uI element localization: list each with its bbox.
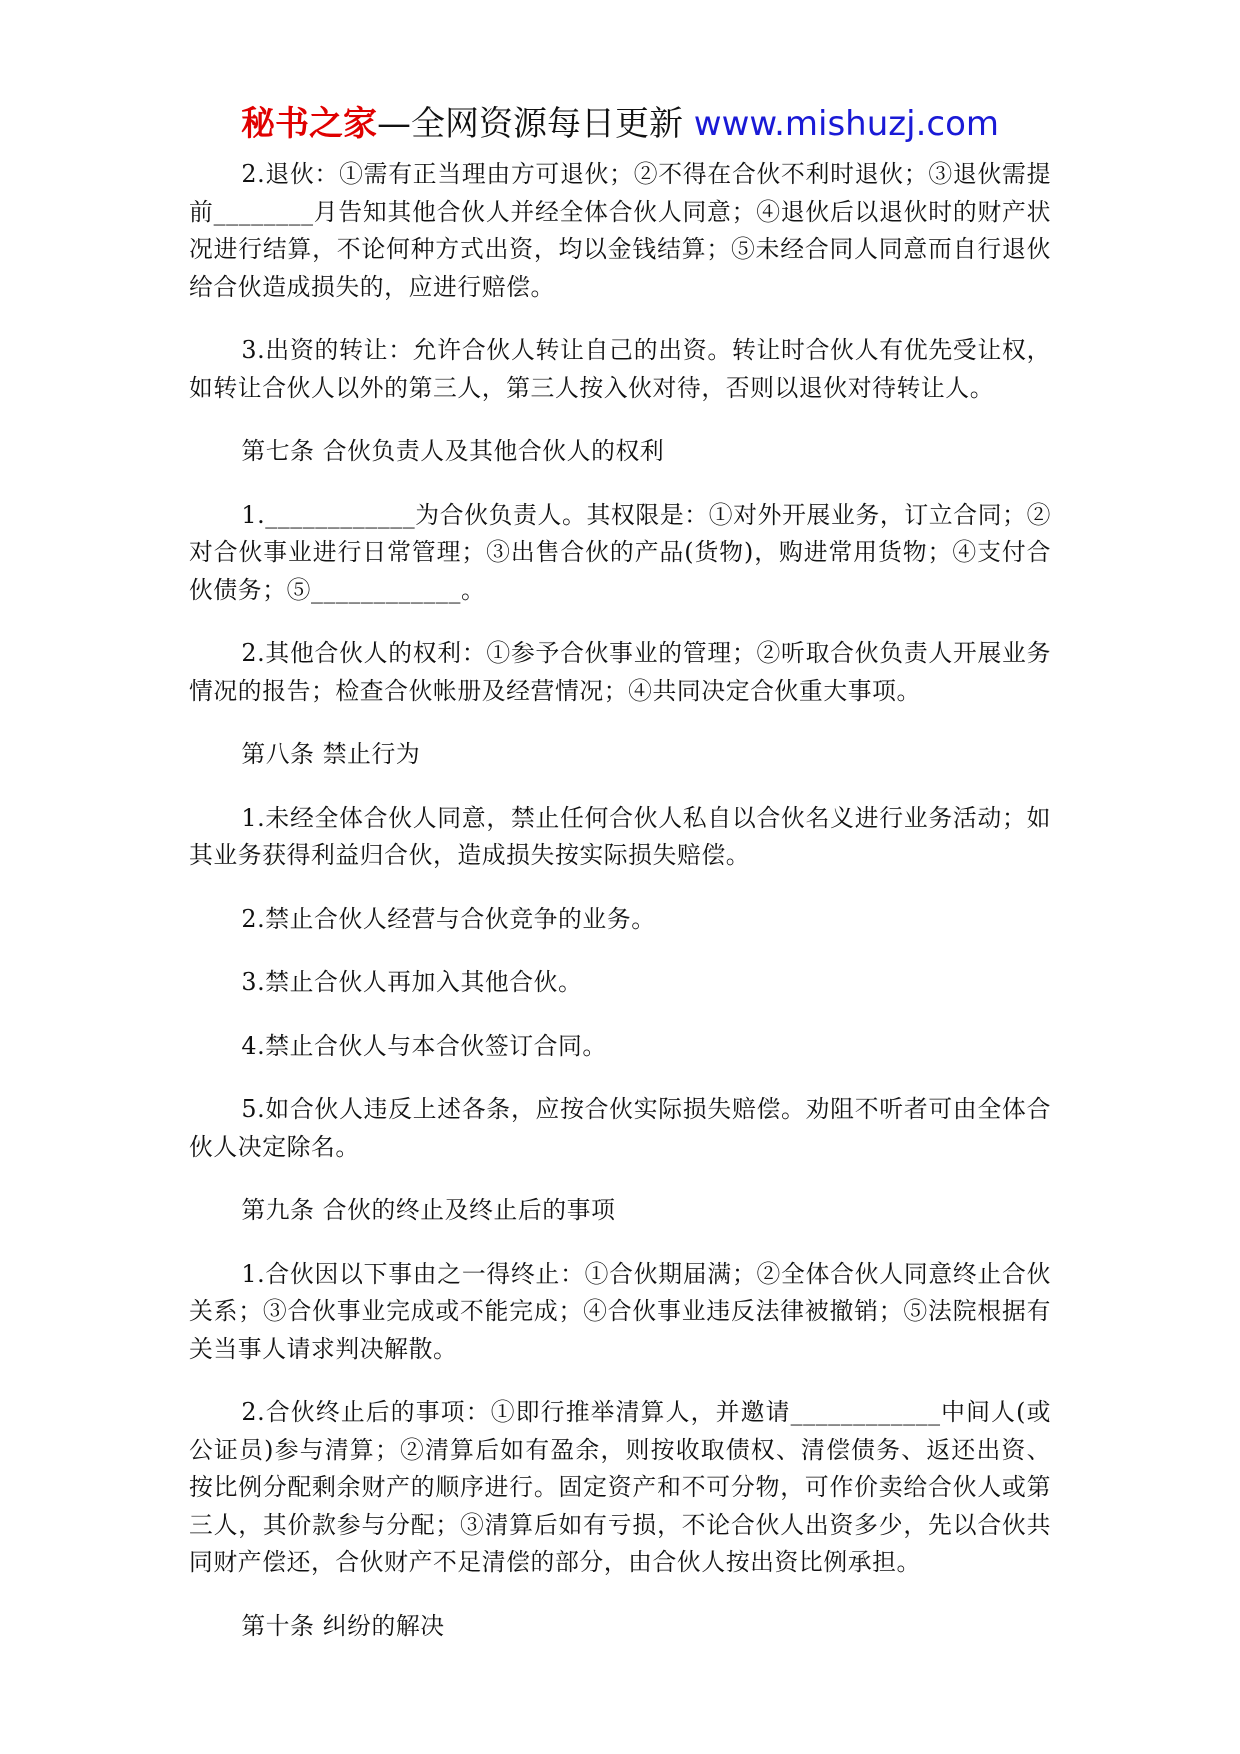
paragraph-withdrawal: 2.退伙：①需有正当理由方可退伙；②不得在合伙不利时退伙；③退伙需提前________月告知其他合伙人并经全体合伙人同意；④退伙后以退伙时的财产状况进行结算，不论何种方式出资，均以金钱结算；⑤未经合同人同意而自行退伙给合伙造成损失的，应进行赔偿。 (189, 160, 1051, 301)
site-url-link[interactable]: www.mishuzj.com (693, 104, 999, 144)
paragraph-prohibition-2: 2.禁止合伙人经营与合伙竞争的业务。 (241, 904, 656, 933)
paragraph-prohibition-5: 5.如合伙人违反上述各条，应按合伙实际损失赔偿。劝阻不听者可由全体合伙人决定除名。 (189, 1095, 1051, 1161)
article-10-heading: 第十条 纠纷的解决 (241, 1611, 445, 1640)
article-9-heading: 第九条 合伙的终止及终止后的事项 (241, 1196, 616, 1224)
article-7-heading: 第七条 合伙负责人及其他合伙人的权利 (241, 437, 665, 465)
site-tagline: —全网资源每日更新 (376, 104, 683, 144)
document-body (189, 156, 1051, 1671)
paragraph-capital-transfer: 3.出资的转让：允许合伙人转让自己的出资。转让时合伙人有优先受让权，如转让合伙人以外的第三人，第三人按入伙对待，否则以退伙对待转让人。 (189, 336, 1051, 402)
paragraph-prohibition-1: 1.未经全体合伙人同意，禁止任何合伙人私自以合伙名义进行业务活动；如其业务获得利益归合伙，造成损失按实际损失赔偿。 (189, 803, 1051, 869)
site-header (0, 100, 1240, 148)
paragraph-termination-causes: 1.合伙因以下事由之一得终止：①合伙期届满；②全体合伙人同意终止合伙关系；③合伙事业完成或不能完成；④合伙事业违反法律被撤销；⑤法院根据有关当事人请求判决解散。 (189, 1259, 1051, 1363)
paragraph-prohibition-4: 4.禁止合伙人与本合伙签订合同。 (241, 1031, 607, 1060)
paragraph-prohibition-3: 3.禁止合伙人再加入其他合伙。 (241, 968, 583, 996)
article-8-heading: 第八条 禁止行为 (241, 740, 421, 768)
site-brand: 秘书之家 (240, 104, 377, 144)
paragraph-other-partner-rights: 2.其他合伙人的权利：①参予合伙事业的管理；②听取合伙负责人开展业务情况的报告；检查合伙帐册及经营情况；④共同决定合伙重大事项。 (189, 639, 1051, 705)
paragraph-after-termination: 2.合伙终止后的事项：①即行推举清算人，并邀请____________中间人(或公证员)参与清算；②清算后如有盈余，则按收取债权、清偿债务、返还出资、按比例分配剩余财产的顺序进行。固定资产和不可分物，可作价卖给合伙人或第三人，其价款参与分配；③清算后如有亏损，不论合伙人出资多少，先以合伙共同财产偿还，合伙财产不足清偿的部分，由合伙人按出资比例承担。 (189, 1398, 1051, 1576)
paragraph-partner-in-charge: 1.____________为合伙负责人。其权限是：①对外开展业务，订立合同；②对合伙事业进行日常管理；③出售合伙的产品(货物)，购进常用货物；④支付合伙债务；⑤____________。 (189, 500, 1051, 604)
